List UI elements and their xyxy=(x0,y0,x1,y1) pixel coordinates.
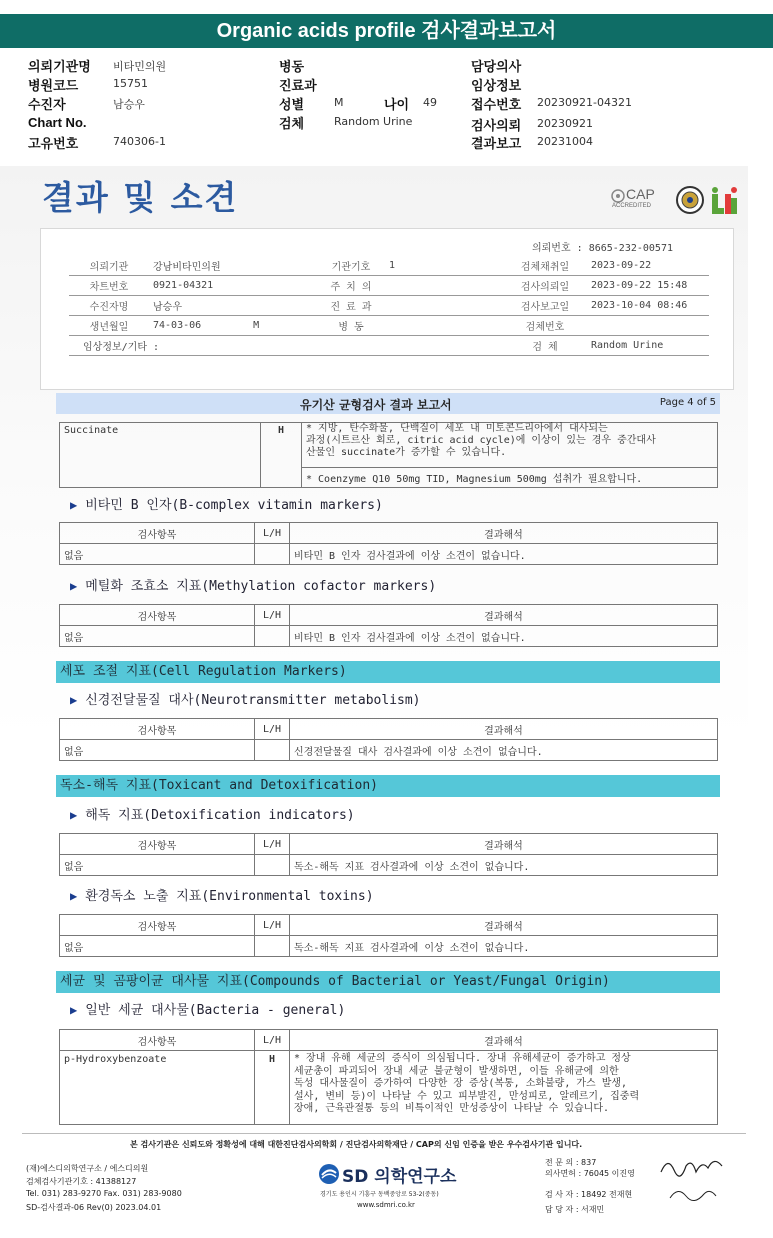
header-value: 20231004 xyxy=(537,135,593,148)
result-text: 신경전달물질 대사 검사결과에 이상 소견이 없습니다. xyxy=(290,740,718,761)
col-header-item: 검사항목 xyxy=(60,605,255,626)
col-header-lh: L/H xyxy=(255,1030,290,1051)
table-row xyxy=(60,855,718,876)
col-header-result: 결과해석 xyxy=(290,605,718,626)
seal-icon xyxy=(675,185,705,215)
info-value: 1 xyxy=(385,256,503,276)
vitamin-b-table xyxy=(59,522,718,565)
result-text: 비타민 B 인자 검사결과에 이상 소견이 없습니다. xyxy=(290,626,718,647)
footer-org: (재)에스디의학연구소 / 에스디의원 xyxy=(26,1164,149,1173)
info-row xyxy=(69,336,709,356)
section-title: 결과 및 소견 xyxy=(42,178,239,217)
gender-value: M xyxy=(253,320,260,331)
bacterial-bar: 세균 및 곰팡이균 대사물 지표(Compounds of Bacterial or Yeast/Fungal Origin) xyxy=(56,971,720,993)
info-label: 검체채취일 xyxy=(503,256,587,276)
col-header-result: 결과해석 xyxy=(290,915,718,936)
info-label: 생년월일 xyxy=(69,316,149,336)
header-label: 검체 xyxy=(279,116,305,131)
seal-logo xyxy=(675,185,705,219)
sd-logo-icon xyxy=(318,1163,340,1185)
col-header-item: 검사항목 xyxy=(60,523,255,544)
info-label: 병 동 xyxy=(317,316,385,336)
result-line: 독성 대사물질이 증가하여 다양한 장 증상(복통, 소화불량, 가스 발생, xyxy=(294,1078,628,1089)
header-label: 결과보고 xyxy=(471,136,522,151)
test-item: Succinate xyxy=(60,423,261,488)
flag-high: H xyxy=(255,1051,290,1125)
age-label: 나이 xyxy=(384,97,410,112)
table-row xyxy=(60,1051,718,1125)
detox-table xyxy=(59,833,718,876)
footer-doc-id: SD-검사결과-06 Rev(0) 2023.04.01 xyxy=(26,1203,162,1212)
patient-info-table xyxy=(69,256,709,356)
methylation-table xyxy=(59,604,718,647)
triangle-icon: ▶ xyxy=(70,498,78,512)
flag-cell xyxy=(255,740,290,761)
test-item: p-Hydroxybenzoate xyxy=(60,1051,255,1125)
report-title: Organic acids profile 검사결과보고서 xyxy=(0,14,773,48)
specimen-value: Random Urine xyxy=(587,336,709,356)
flag-cell xyxy=(255,855,290,876)
info-label: 기관기호 xyxy=(317,256,385,276)
cap-text: CAP xyxy=(626,186,655,202)
info-label: 검사의뢰일 xyxy=(503,276,587,296)
footer-code: 검체검사기관기호 : 41388127 xyxy=(26,1177,137,1186)
info-value: 2023-09-22 xyxy=(587,256,709,276)
result-line: * 장내 유해 세균의 증식이 의심됩니다. 장내 유해세균이 증가하고 정상 xyxy=(294,1053,631,1064)
header-value: Random Urine xyxy=(334,115,413,128)
triangle-icon: ▶ xyxy=(70,889,78,903)
header-label: 담당의사 xyxy=(471,59,522,74)
info-label: 검사보고일 xyxy=(503,296,587,316)
page-indicator: Page 4 of 5 xyxy=(659,397,716,408)
header-label: 의뢰기관명 xyxy=(28,59,91,74)
table-row xyxy=(60,423,718,468)
test-item: 없음 xyxy=(60,936,255,957)
heading-text: 일반 세균 대사물(Bacteria - general) xyxy=(85,1003,346,1018)
heading-text: 신경전달물질 대사(Neurotransmitter metabolism) xyxy=(85,693,421,708)
detox-heading xyxy=(70,804,355,823)
specimen-label: 검 체 xyxy=(503,336,587,356)
header-value: 20230921 xyxy=(537,117,593,130)
header-label: 검사의뢰 xyxy=(471,118,522,133)
heading-text: 비타민 B 인자(B-complex vitamin markers) xyxy=(85,498,383,513)
signer-manager: 담 당 자 : 서재민 xyxy=(545,1205,605,1214)
test-item: 없음 xyxy=(60,740,255,761)
col-header-lh: L/H xyxy=(255,915,290,936)
header-label: 성별 xyxy=(279,97,305,112)
header-label: 접수번호 xyxy=(471,97,522,112)
signature-image xyxy=(656,1150,726,1210)
request-number-value: 8665-232-00571 xyxy=(588,243,673,254)
info-value xyxy=(385,276,503,296)
result-text: 독소-해독 지표 검사결과에 이상 소견이 없습니다. xyxy=(290,936,718,957)
result-text xyxy=(290,1051,718,1125)
lm-logo-icon xyxy=(709,186,739,216)
clinical-info-label: 임상정보/기타 : xyxy=(69,336,503,356)
methylation-heading xyxy=(70,575,436,594)
header-label: 고유번호 xyxy=(28,136,79,151)
neurotransmitter-table xyxy=(59,718,718,761)
info-label: 의뢰기관 xyxy=(69,256,149,276)
age-value: 49 xyxy=(423,96,437,109)
result-text: 비타민 B 인자 검사결과에 이상 소견이 없습니다. xyxy=(290,544,718,565)
result-line: 과정(시트르산 회로, citric acid cycle)에 이상이 있는 경우 중간대사 xyxy=(306,435,656,446)
patient-info-box xyxy=(40,228,734,390)
footer-notice: 본 검사기관은 신뢰도와 정확성에 대해 대한진단검사의학회 / 진단검사의학재단 / CAP의 신임 인증을 받은 우수검사기관 입니다. xyxy=(130,1140,583,1149)
flag-high: H xyxy=(261,423,302,488)
report-subtitle: 유기산 균형검사 결과 보고서 xyxy=(300,398,452,412)
header-value: 20230921-04321 xyxy=(537,96,632,109)
bacteria-table xyxy=(59,1029,718,1125)
signer-license: 의사면허 : 76045 이진영 xyxy=(545,1169,635,1178)
table-header-row xyxy=(60,1030,718,1051)
info-value xyxy=(149,316,317,336)
signer-tester: 검 사 자 : 18492 전재현 xyxy=(545,1190,633,1199)
info-label: 차트번호 xyxy=(69,276,149,296)
info-row xyxy=(69,316,709,336)
header-value: 남승우 xyxy=(113,98,145,111)
col-header-result: 결과해석 xyxy=(290,523,718,544)
info-value: 강남비타민의원 xyxy=(149,256,317,276)
toxicant-bar: 독소-해독 지표(Toxicant and Detoxification) xyxy=(56,775,720,797)
lm-logo xyxy=(709,186,739,220)
info-value: 2023-09-22 15:48 xyxy=(587,276,709,296)
info-value: 남승우 xyxy=(149,296,317,316)
info-label: 진 료 과 xyxy=(317,296,385,316)
info-label: 검체번호 xyxy=(503,316,587,336)
result-line: * 지방, 탄수화물, 단백질이 세포 내 미토콘드리아에서 대사되는 xyxy=(306,423,608,434)
table-row xyxy=(60,936,718,957)
cell-regulation-bar: 세포 조절 지표(Cell Regulation Markers) xyxy=(56,661,720,683)
info-label: 주 치 의 xyxy=(317,276,385,296)
col-header-lh: L/H xyxy=(255,719,290,740)
info-value xyxy=(587,316,709,336)
table-row xyxy=(60,626,718,647)
result-line: 장애, 근육관절통 등의 비특이적인 만성증상이 나타날 수 있습니다. xyxy=(294,1103,610,1114)
header-value: 비타민의원 xyxy=(113,60,167,73)
header-label: 수진자 xyxy=(28,97,66,112)
signer-specialist: 전 문 의 : 837 xyxy=(545,1158,597,1167)
col-header-item: 검사항목 xyxy=(60,719,255,740)
heading-text: 환경독소 노출 지표(Environmental toxins) xyxy=(85,889,374,904)
triangle-icon: ▶ xyxy=(70,579,78,593)
cap-logo xyxy=(610,186,670,212)
col-header-item: 검사항목 xyxy=(60,834,255,855)
header-value: 15751 xyxy=(113,77,148,90)
info-row xyxy=(69,256,709,276)
result-line: 산물인 succinate가 증가할 수 있습니다. xyxy=(306,447,507,458)
col-header-lh: L/H xyxy=(255,834,290,855)
test-item: 없음 xyxy=(60,544,255,565)
birthdate-value: 74-03-06 xyxy=(153,320,202,331)
heading-text: 해독 지표(Detoxification indicators) xyxy=(85,808,355,823)
triangle-icon: ▶ xyxy=(70,808,78,822)
header-label: Chart No. xyxy=(28,115,87,130)
succinate-table xyxy=(59,422,718,488)
result-line: * Coenzyme Q10 50mg TID, Magnesium 500mg 섭취가 필요합니다. xyxy=(302,468,718,488)
report-subtitle-bar xyxy=(56,393,720,414)
footer-address: 경기도 용인시 기흥구 동백중앙로 53-2(중동) xyxy=(320,1191,439,1198)
neurotransmitter-heading xyxy=(70,689,421,708)
table-header-row xyxy=(60,605,718,626)
heading-text: 메틸화 조효소 지표(Methylation cofactor markers) xyxy=(85,579,437,594)
col-header-lh: L/H xyxy=(255,605,290,626)
table-row xyxy=(60,740,718,761)
info-row xyxy=(69,276,709,296)
col-header-result: 결과해석 xyxy=(290,719,718,740)
table-header-row xyxy=(60,834,718,855)
result-text xyxy=(302,423,718,468)
result-line: 세균총이 파괴되어 장내 세균 불균형이 발생하면, 이들 유해균에 의한 xyxy=(294,1065,619,1077)
footer-website: www.sdmri.co.kr xyxy=(357,1201,415,1209)
info-value: 2023-10-04 08:46 xyxy=(587,296,709,316)
header-label: 병원코드 xyxy=(28,78,79,93)
info-row xyxy=(69,296,709,316)
table-header-row xyxy=(60,719,718,740)
environmental-table xyxy=(59,914,718,957)
table-row xyxy=(60,544,718,565)
triangle-icon: ▶ xyxy=(70,1003,78,1017)
table-header-row xyxy=(60,523,718,544)
table-header-row xyxy=(60,915,718,936)
request-number xyxy=(532,239,673,254)
col-header-item: 검사항목 xyxy=(60,1030,255,1051)
header-label: 진료과 xyxy=(279,78,317,93)
col-header-lh: L/H xyxy=(255,523,290,544)
header-value: 740306-1 xyxy=(113,135,166,148)
header-label: 임상정보 xyxy=(471,78,522,93)
info-label: 수진자명 xyxy=(69,296,149,316)
flag-cell xyxy=(255,936,290,957)
footer-divider xyxy=(22,1133,746,1134)
info-value xyxy=(385,296,503,316)
result-text: 독소-해독 지표 검사결과에 이상 소견이 없습니다. xyxy=(290,855,718,876)
header-label: 병동 xyxy=(279,59,305,74)
test-item: 없음 xyxy=(60,626,255,647)
sd-logo xyxy=(318,1163,340,1189)
col-header-result: 결과해석 xyxy=(290,1030,718,1051)
cap-subtext: ACCREDITED xyxy=(612,203,652,209)
test-item: 없음 xyxy=(60,855,255,876)
result-line: 설사, 변비 등)이 나타날 수 있고 피부발진, 만성피로, 알레르기, 집중력 xyxy=(294,1090,640,1102)
bacteria-general-heading xyxy=(70,999,345,1018)
request-number-label: 의뢰번호 : xyxy=(531,243,583,254)
info-value xyxy=(385,316,503,336)
sd-brand-name: SD 의학연구소 xyxy=(342,1167,457,1187)
flag-cell xyxy=(255,626,290,647)
vitamin-b-heading xyxy=(70,494,383,513)
flag-cell xyxy=(255,544,290,565)
col-header-item: 검사항목 xyxy=(60,915,255,936)
col-header-result: 결과해석 xyxy=(290,834,718,855)
environmental-heading xyxy=(70,885,374,904)
info-value: 0921-04321 xyxy=(149,276,317,296)
header-value: M xyxy=(334,96,344,109)
footer-contact: Tel. 031) 283-9270 Fax. 031) 283-9080 xyxy=(26,1189,182,1198)
triangle-icon: ▶ xyxy=(70,693,78,707)
